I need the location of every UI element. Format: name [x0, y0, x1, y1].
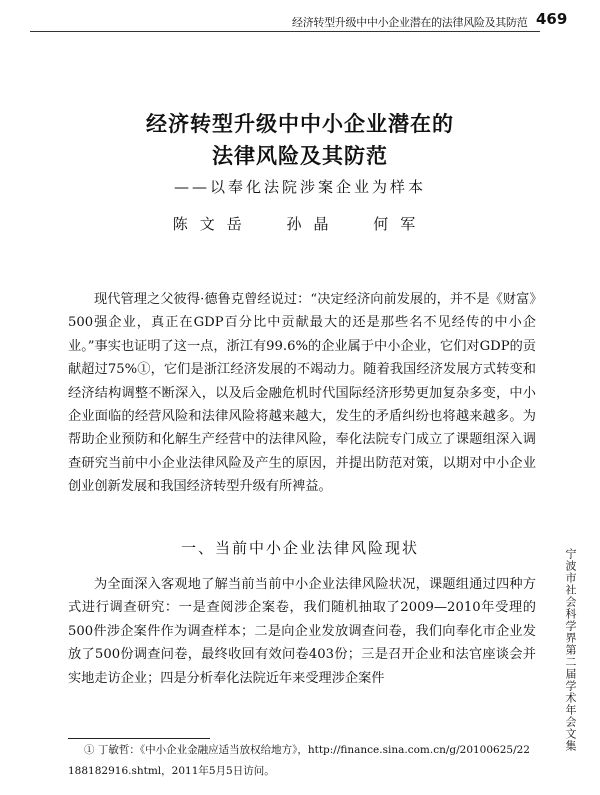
author-name: 孙晶: [286, 215, 341, 233]
article-subtitle: ——以奉化法院涉案企业为样本: [173, 178, 426, 196]
author-list: [0, 213, 600, 234]
author-name: 陈文岳: [172, 215, 254, 233]
article-title-line-2: 法律风险及其防范: [212, 143, 388, 168]
footnote: ① 丁敏哲：《中小企业金融应适当放权给地方》，http://finance.sina.com.cn/g/20100625/22188182916.shtml，2011年5月5日访问。: [68, 744, 530, 777]
body-paragraph: 现代管理之父彼得·德鲁克曾经说过：“决定经济向前发展的，并不是《财富》500强企业，真正在GDP百分比中贡献最大的还是那些名不见经传的中小企业。”事实也证明了这一点，浙江有99.6%的企业属于中小企业，它们对GDP的贡献超过75%①，它们是浙江经济发展的不竭动力。随着我国经济发展方式转变和经济结构调整不断深入，以及后金融危机时代国际经济形势更加复杂多变，中小企业面临的经营风险和法律风险将越来越大，发生的矛盾纠纷也将越来越多。为帮助企业预防和化解生产经营中的法律风险，奉化法院专门成立了课题组深入调查研究当前中小企业法律风险及产生的原因，并提出防范对策，以期对中小企业创业创新发展和我国经济转型升级有所裨益。: [68, 292, 536, 495]
running-title: 经济转型升级中中小企业潜在的法律风险及其防范: [292, 16, 528, 29]
footnote-rule: [68, 738, 210, 739]
page-number: 469: [536, 10, 568, 28]
section-heading: 一、当前中小企业法律风险现状: [180, 539, 419, 557]
body-paragraph: 为全面深入客观地了解当前当前中小企业法律风险状况，课题组通过四种方式进行调查研究：一是查阅涉企案卷，我们随机抽取了2009—2010年受理的500件涉企案件作为调查样本；二是向企业发放调查问卷，我们向奉化市企业发放了500份调查问卷，最终收回有效问卷403份；三是召开企业和法官座谈会并实地走访企业；四是分析奉化法院近年来受理涉企案件: [68, 577, 536, 686]
side-margin-note: 宁波市社会科学界第二届学术年会文集: [564, 548, 577, 752]
author-name: 何军: [373, 215, 428, 233]
running-header: [0, 10, 600, 32]
header-rule: [30, 31, 540, 32]
article-title-line-1: 经济转型升级中中小企业潜在的: [146, 111, 454, 136]
